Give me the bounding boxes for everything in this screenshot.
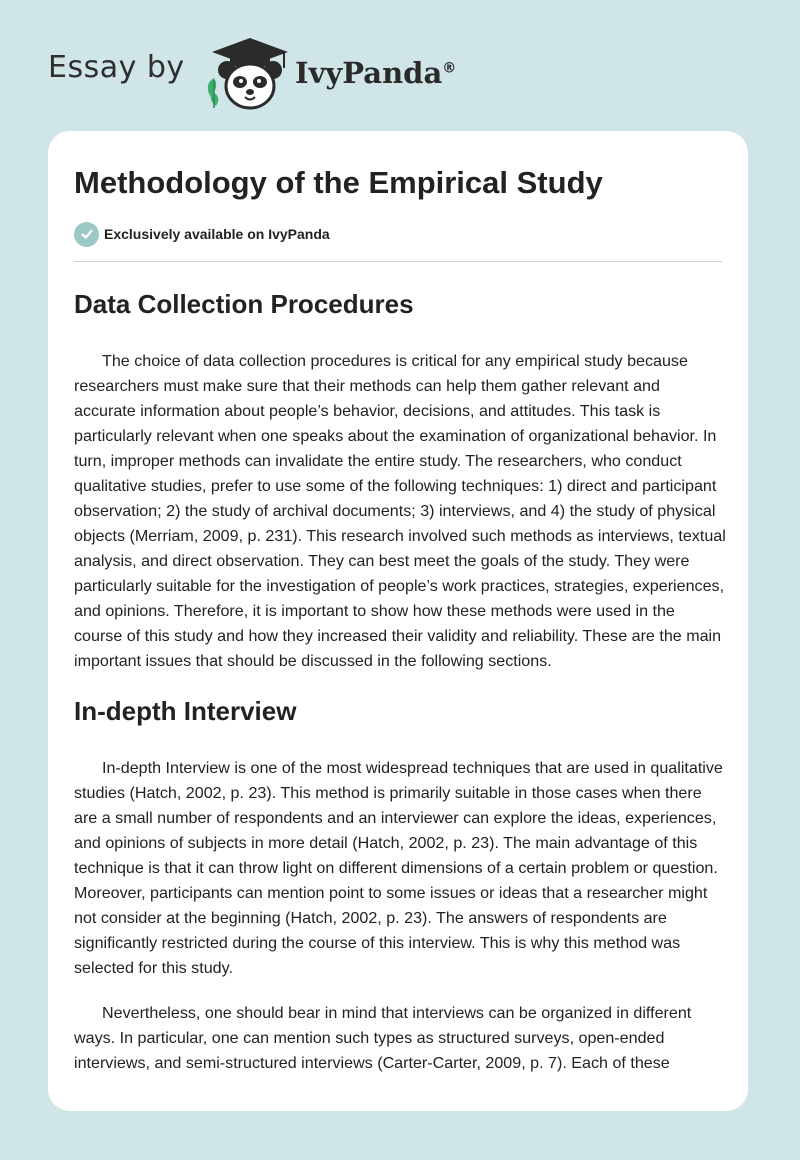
exclusive-label: Exclusively available on IvyPanda <box>104 226 330 242</box>
site-header <box>0 0 800 130</box>
brand-name[interactable] <box>295 56 456 90</box>
divider <box>74 261 722 262</box>
panda-logo-icon[interactable] <box>200 34 290 114</box>
section-heading: Data Collection Procedures <box>74 289 414 319</box>
registered-mark: ® <box>442 60 457 77</box>
essay-by-label: Essay by <box>48 50 185 85</box>
paragraph: The choice of data collection procedures is critical for any empirical study because researchers must make sure that their methods can help them gather relevant and accurate information about people’s behavior, decisions, and attitudes. This task is particularly relevant when one speaks about the examination of organizational behavior. In turn, improper methods can invalidate the entire study. The researchers, who conduct qualitative studies, prefer to use some of the following techniques: 1) direct and participant observation; 2) the study of archival documents; 3) interviews, and 4) the study of physical objects (Merriam, 2009, p. 231). This research involved such methods as interviews, textual analysis, and direct observation. They can best meet the goals of the study. They were particularly suitable for the investigation of people’s work practices, strategies, experiences, and opinions. Therefore, it is important to show how these methods were used in the course of this study and how they increased their validity and reliability. These are the main important issues that should be discussed in the following sections. <box>74 352 726 670</box>
brand-text: IvyPanda <box>295 56 443 90</box>
exclusive-badge <box>74 221 330 247</box>
check-icon <box>74 222 99 247</box>
article-body <box>74 281 726 1076</box>
section-heading: In-depth Interview <box>74 696 297 726</box>
paragraph: Nevertheless, one should bear in mind that interviews can be organized in different ways. In particular, one can mention such types as structured surveys, open-ended interviews, and semi-structured interviews (Carter-Carter, 2009, p. 7). Each of these <box>74 1004 692 1072</box>
essay-card <box>48 131 748 1111</box>
page-title: Methodology of the Empirical Study <box>74 165 603 200</box>
paragraph: In-depth Interview is one of the most widespread techniques that are used in qualitative studies (Hatch, 2002, p. 23). This method is primarily suitable in those cases when there are a small number of respondents and an interviewer can explore the ideas, experiences, and opinions of subjects in more detail (Hatch, 2002, p. 23). The main advantage of this technique is that it can throw light on different dimensions of a certain problem or question. Moreover, participants can mention point to some issues or ideas that a researcher might not consider at the beginning (Hatch, 2002, p. 23). The answers of respondents are significantly restricted during the course of this interview. This is why this method was selected for this study. <box>74 759 723 977</box>
